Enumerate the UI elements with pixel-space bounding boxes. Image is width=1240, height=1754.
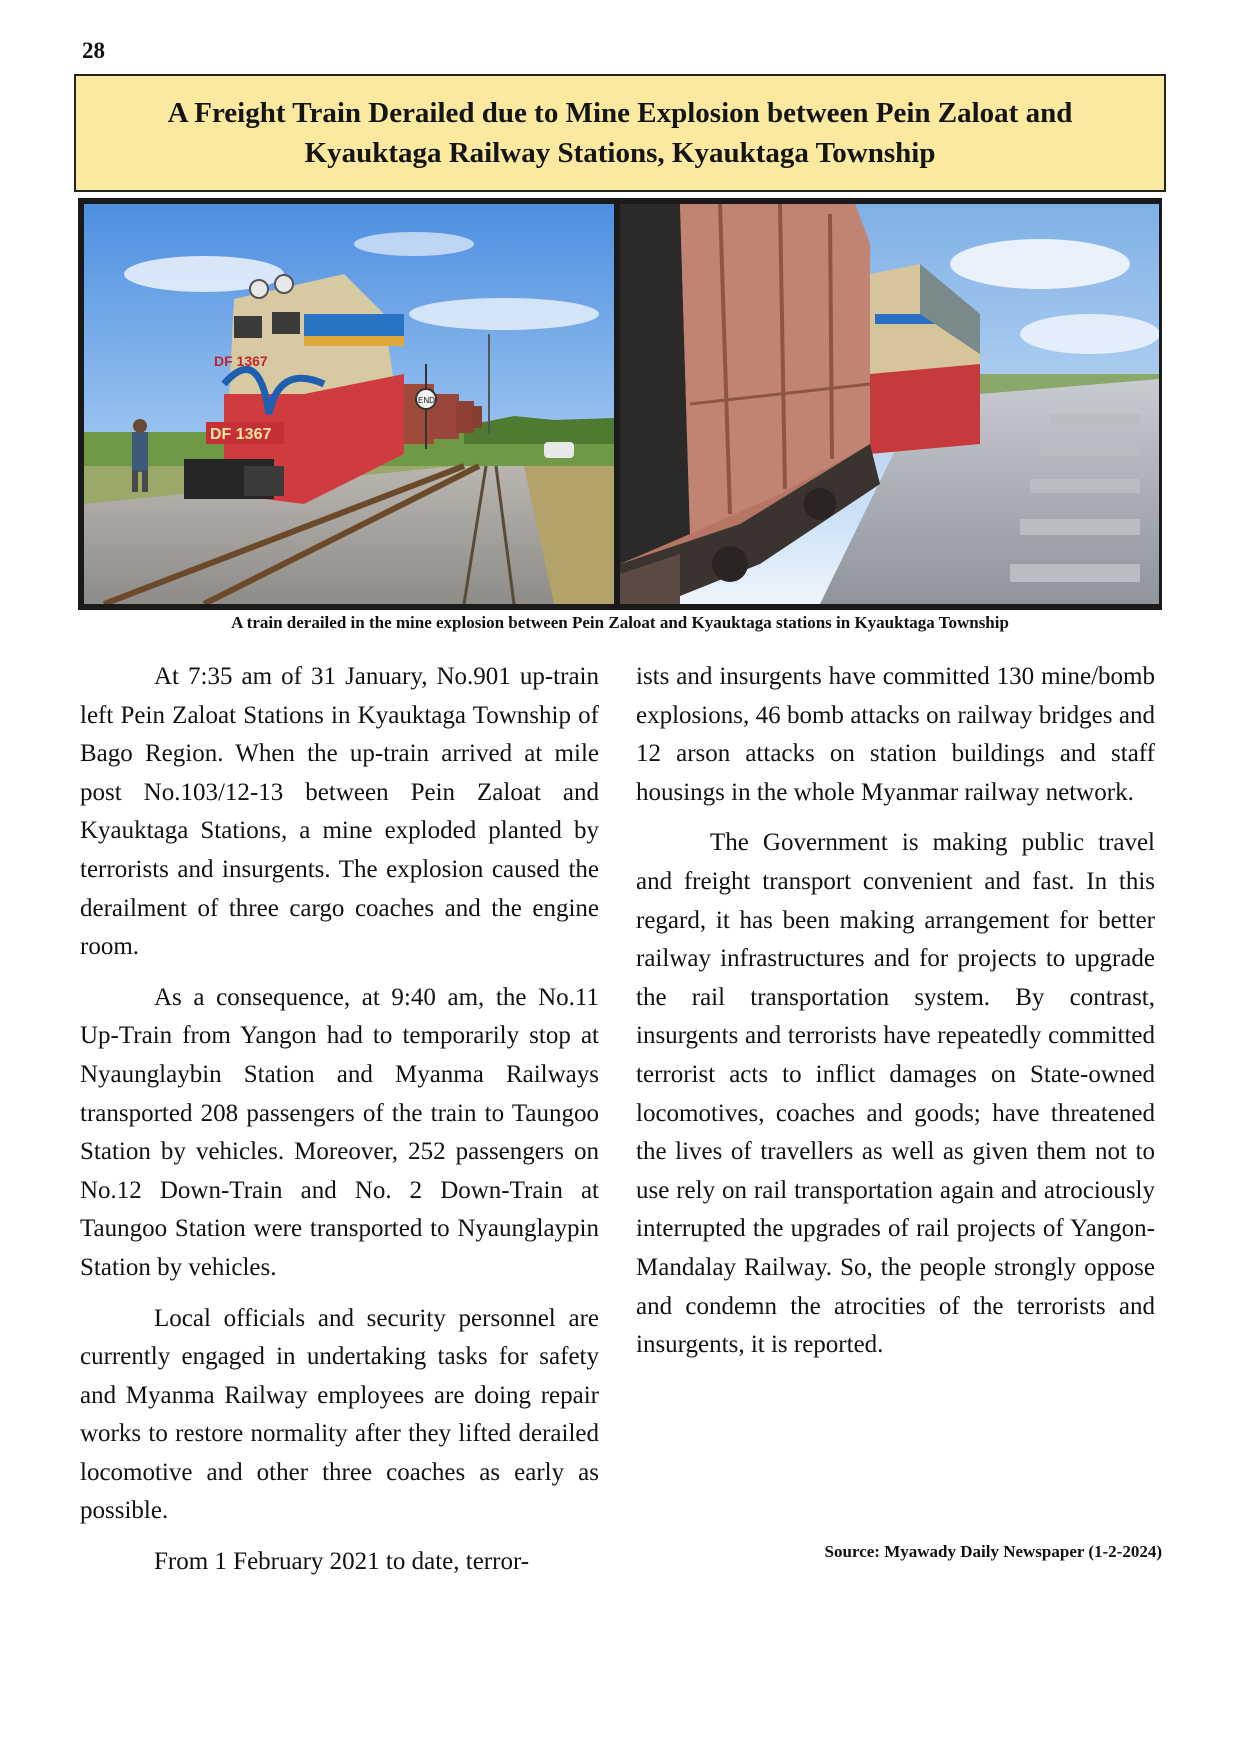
photo-frame	[78, 198, 1162, 610]
paragraph-continued: ists and insurgents have committed 130 mine/bomb explosions, 46 bomb attacks on railway bridges and 12 arson attacks on station buildings and staff housings in the whole Myanmar railway network.	[636, 663, 1155, 806]
photo-caption: A train derailed in the mine explosion between Pein Zaloat and Kyauktaga stations in Kyauktaga Township	[231, 613, 1009, 632]
end-sign-text: END	[418, 396, 435, 405]
photo-derailed-wagon	[620, 204, 1159, 604]
paragraph: As a consequence, at 9:40 am, the No.11 Up-Train from Yangon had to temporarily stop at Nyaunglaybin Station and Myanma Railways transported 208 passengers of the train to Taungoo Station by vehicles. Moreover, 252 passengers on No.12 Down-Train and No. 2 Down-Train at Taungoo Station were transported to Nyaunglaypin Station by vehicles.	[80, 983, 599, 1281]
derailed-wagon-illustration	[620, 204, 1159, 604]
paragraph: Local officials and security personnel are currently engaged in undertaking tasks for safety and Myanma Railway employees are doing repair works to restore normality after they lifted derailed locomotive and other three coaches as early as possible.	[80, 1304, 599, 1525]
paragraph: From 1 February 2021 to date, terror-	[154, 1548, 530, 1576]
article-title	[168, 93, 1073, 173]
source-credit: Source: Myawady Daily Newspaper (1-2-2024)	[824, 1542, 1162, 1561]
photo-locomotive	[84, 204, 614, 604]
paragraph: The Government is making public travel and freight transport convenient and fast. In this regard, it has been making arrangement for better railway infrastructures and for projects to upgrade the rail transportation system. By contrast, insurgents and terrorists have repeatedly committed terrorist acts to inflict damages on State-owned locomotives, coaches and goods; have threatened the lives of travellers as well as given them not to use rely on rail transportation again and atrociously interrupted the upgrades of rail projects of Yangon-Mandalay Railway. So, the people strongly oppose and condemn the atrocities of the terrorists and insurgents, it is reported.	[636, 829, 1155, 1359]
paragraph: At 7:35 am of 31 January, No.901 up-train left Pein Zaloat Stations in Kyauktaga Township of Bago Region. When the up-train arrived at mile post No.103/12-13 between Pein Zaloat and Kyauktaga Stations, a mine exploded planted by terrorists and insurgents. The explosion caused the derailment of three cargo coaches and the engine room.	[80, 663, 599, 961]
page-number: 28	[82, 38, 105, 63]
engine-side-number: DF 1367	[214, 353, 268, 369]
article-title-line-2: Kyauktaga Railway Stations, Kyauktaga Township	[304, 137, 936, 169]
article-title-line-1: A Freight Train Derailed due to Mine Explosion between Pein Zaloat and	[167, 97, 1073, 129]
article-title-box	[74, 74, 1166, 192]
article-column-left	[80, 658, 599, 1594]
engine-front-number: DF 1367	[210, 426, 272, 443]
article-column-right	[636, 658, 1155, 1377]
locomotive-illustration	[84, 204, 614, 604]
